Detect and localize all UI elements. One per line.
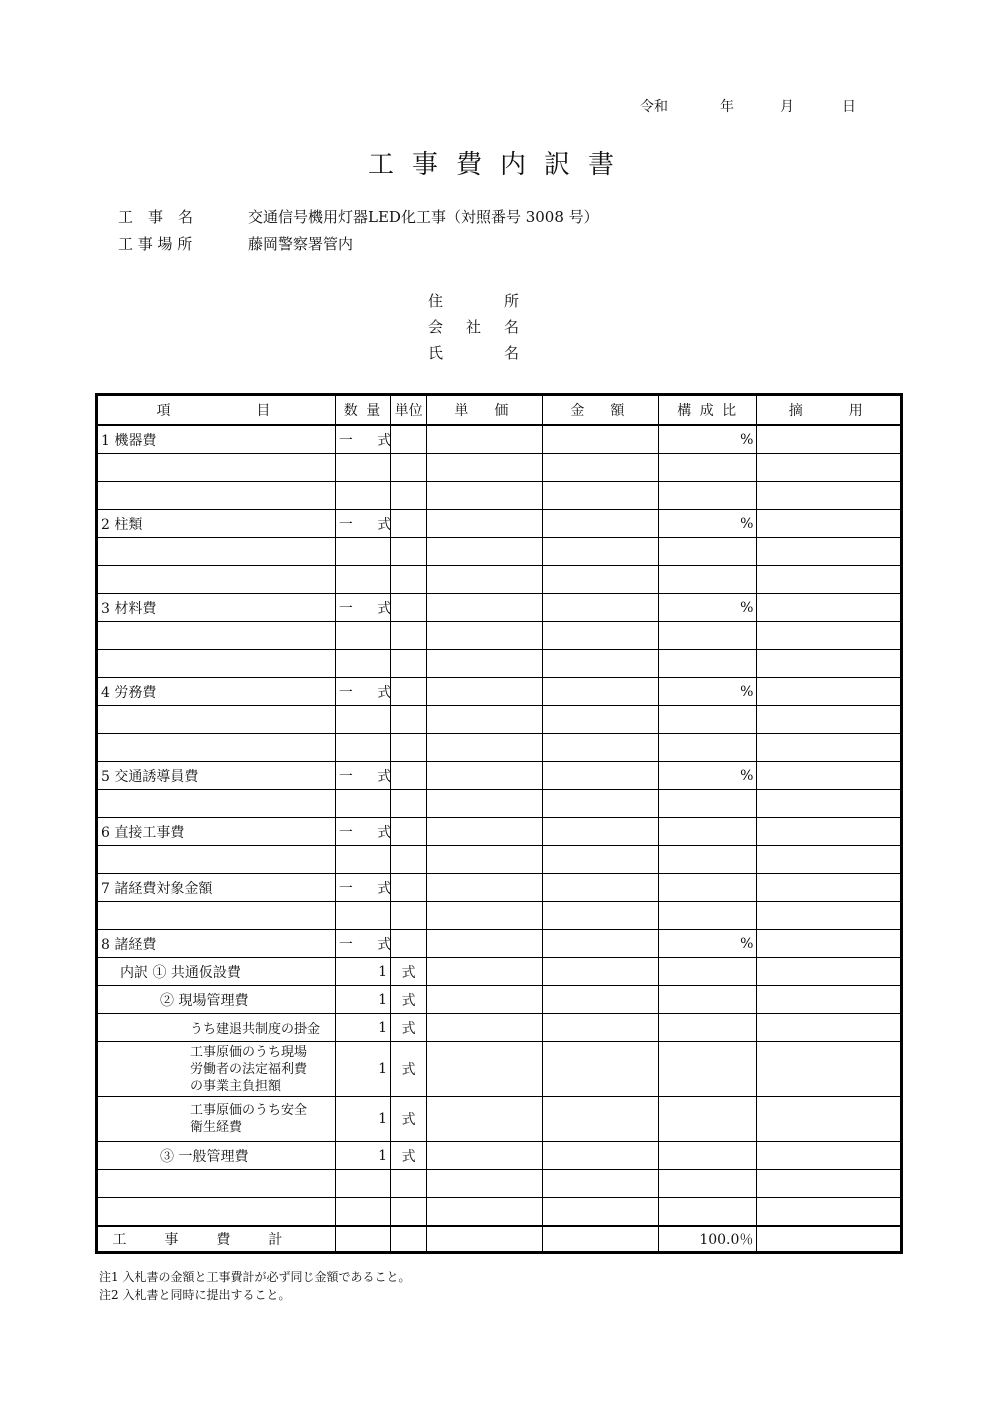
unit-price-cell	[427, 762, 542, 790]
ratio-cell	[659, 1142, 757, 1170]
item-cell: ② 現場管理費	[97, 986, 336, 1014]
amount-cell	[542, 566, 658, 594]
amount-cell	[542, 622, 658, 650]
amount-cell	[542, 930, 658, 958]
unit-price-cell	[427, 734, 542, 762]
unit-price-cell	[427, 454, 542, 482]
amount-cell	[542, 425, 658, 454]
unit-cell	[391, 538, 427, 566]
qty-cell: 一 式	[335, 594, 390, 622]
qty-cell	[335, 790, 390, 818]
remarks-cell	[757, 1142, 902, 1170]
item-cell: 4 労務費	[97, 678, 336, 706]
item-cell: うち建退共制度の掛金	[97, 1014, 336, 1042]
header-qty: 数 量	[335, 395, 390, 426]
qty-cell: 1	[335, 1142, 390, 1170]
table-row	[97, 1142, 902, 1170]
total-unit-cell	[391, 1226, 427, 1253]
item-cell: 6 直接工事費	[97, 818, 336, 846]
remarks-cell	[757, 1198, 902, 1227]
item-cell	[97, 650, 336, 678]
ratio-cell	[659, 622, 757, 650]
table-row	[97, 1014, 902, 1042]
amount-cell	[542, 538, 658, 566]
qty-cell	[335, 622, 390, 650]
unit-cell	[391, 1198, 427, 1227]
ratio-cell	[659, 1097, 757, 1142]
unit-price-cell	[427, 678, 542, 706]
qty-cell	[335, 1198, 390, 1227]
amount-cell	[542, 734, 658, 762]
qty-cell	[335, 706, 390, 734]
unit-price-cell	[427, 594, 542, 622]
amount-cell	[542, 762, 658, 790]
ratio-cell: %	[659, 425, 757, 454]
table-row	[97, 958, 902, 986]
unit-cell: 式	[391, 958, 427, 986]
amount-cell	[542, 482, 658, 510]
item-cell	[97, 706, 336, 734]
qty-cell: 一 式	[335, 874, 390, 902]
remarks-cell	[757, 930, 902, 958]
remarks-cell	[757, 846, 902, 874]
table-row	[97, 622, 902, 650]
amount-cell	[542, 902, 658, 930]
total-amount-cell	[542, 1226, 658, 1253]
table-row	[97, 762, 902, 790]
ratio-cell	[659, 902, 757, 930]
total-ratio: 100.0％	[659, 1226, 757, 1253]
unit-price-cell	[427, 538, 542, 566]
remarks-cell	[757, 538, 902, 566]
qty-cell: 一 式	[335, 930, 390, 958]
ratio-cell	[659, 1170, 757, 1198]
ratio-cell	[659, 706, 757, 734]
unit-cell	[391, 1170, 427, 1198]
unit-price-cell	[427, 1097, 542, 1142]
amount-cell	[542, 1198, 658, 1227]
remarks-cell	[757, 762, 902, 790]
cost-breakdown-table	[95, 393, 903, 1254]
unit-price-cell	[427, 510, 542, 538]
qty-cell	[335, 566, 390, 594]
item-cell: ③ 一般管理費	[97, 1142, 336, 1170]
ratio-cell	[659, 566, 757, 594]
ratio-cell	[659, 818, 757, 846]
ratio-cell	[659, 986, 757, 1014]
item-cell: 工事原価のうち現場 労働者の法定福利費 の事業主負担額	[97, 1042, 336, 1097]
remarks-cell	[757, 425, 902, 454]
remarks-cell	[757, 706, 902, 734]
ratio-cell	[659, 790, 757, 818]
unit-price-cell	[427, 482, 542, 510]
header-unit-price: 単 価	[427, 395, 542, 426]
item-cell	[97, 790, 336, 818]
unit-cell: 式	[391, 1014, 427, 1042]
remarks-cell	[757, 1042, 902, 1097]
amount-cell	[542, 678, 658, 706]
amount-cell	[542, 1170, 658, 1198]
table-row	[97, 425, 902, 454]
remarks-cell	[757, 1170, 902, 1198]
table-row	[97, 706, 902, 734]
unit-cell	[391, 902, 427, 930]
item-cell	[97, 734, 336, 762]
unit-cell	[391, 454, 427, 482]
amount-cell	[542, 986, 658, 1014]
remarks-cell	[757, 1014, 902, 1042]
item-cell	[97, 902, 336, 930]
unit-price-cell	[427, 818, 542, 846]
qty-cell: 1	[335, 986, 390, 1014]
item-cell: 1 機器費	[97, 425, 336, 454]
total-unit-price-cell	[427, 1226, 542, 1253]
unit-cell: 式	[391, 1142, 427, 1170]
qty-cell	[335, 482, 390, 510]
project-site-label: 工 事 場 所	[118, 235, 193, 253]
ratio-cell	[659, 482, 757, 510]
date-era: 令和	[640, 99, 668, 115]
amount-cell	[542, 958, 658, 986]
unit-cell	[391, 706, 427, 734]
table-row	[97, 930, 902, 958]
table-row	[97, 594, 902, 622]
unit-price-cell	[427, 622, 542, 650]
amount-cell	[542, 846, 658, 874]
ratio-cell	[659, 874, 757, 902]
item-cell	[97, 1170, 336, 1198]
table-row	[97, 818, 902, 846]
unit-price-cell	[427, 846, 542, 874]
amount-cell	[542, 818, 658, 846]
item-cell	[97, 846, 336, 874]
qty-cell	[335, 902, 390, 930]
amount-cell	[542, 1042, 658, 1097]
item-cell: 7 諸経費対象金額	[97, 874, 336, 902]
unit-price-cell	[427, 790, 542, 818]
note-2: 注2 入札書と同時に提出すること。	[99, 1288, 291, 1302]
ratio-cell	[659, 538, 757, 566]
table-row	[97, 734, 902, 762]
ratio-cell	[659, 734, 757, 762]
amount-cell	[542, 1097, 658, 1142]
table-row	[97, 510, 902, 538]
table-row	[97, 790, 902, 818]
unit-cell	[391, 734, 427, 762]
table-row	[97, 1198, 902, 1227]
unit-price-cell	[427, 1042, 542, 1097]
item-cell: 内訳 ① 共通仮設費	[97, 958, 336, 986]
item-cell	[97, 538, 336, 566]
unit-price-cell	[427, 958, 542, 986]
unit-price-cell	[427, 930, 542, 958]
total-qty-cell	[335, 1226, 390, 1253]
remarks-cell	[757, 1097, 902, 1142]
amount-cell	[542, 594, 658, 622]
item-cell	[97, 622, 336, 650]
date-month: 月	[780, 99, 794, 115]
qty-cell: 1	[335, 1014, 390, 1042]
item-cell	[97, 454, 336, 482]
amount-cell	[542, 454, 658, 482]
qty-cell: 1	[335, 1097, 390, 1142]
table-row	[97, 1097, 902, 1142]
document-title: 工事費内訳書	[367, 150, 632, 180]
qty-cell: 一 式	[335, 425, 390, 454]
date-year: 年	[720, 99, 734, 115]
unit-cell: 式	[391, 986, 427, 1014]
remarks-cell	[757, 650, 902, 678]
project-name-label: 工 事 名	[118, 208, 194, 226]
item-cell	[97, 482, 336, 510]
qty-cell: 一 式	[335, 762, 390, 790]
ratio-cell	[659, 1198, 757, 1227]
qty-cell	[335, 650, 390, 678]
qty-cell: 一 式	[335, 818, 390, 846]
project-name-value: 交通信号機用灯器LED化工事（対照番号 3008 号）	[248, 208, 599, 226]
unit-price-cell	[427, 986, 542, 1014]
ratio-cell: %	[659, 594, 757, 622]
qty-cell	[335, 538, 390, 566]
remarks-cell	[757, 818, 902, 846]
qty-cell	[335, 1170, 390, 1198]
unit-price-cell	[427, 706, 542, 734]
remarks-cell	[757, 958, 902, 986]
unit-price-cell	[427, 566, 542, 594]
unit-price-cell	[427, 874, 542, 902]
unit-cell: 式	[391, 1097, 427, 1142]
remarks-cell	[757, 790, 902, 818]
amount-cell	[542, 1142, 658, 1170]
remarks-cell	[757, 566, 902, 594]
table-header-row	[97, 395, 902, 426]
date-day: 日	[842, 99, 856, 115]
item-cell: 2 柱類	[97, 510, 336, 538]
table-row	[97, 482, 902, 510]
unit-price-cell	[427, 425, 542, 454]
unit-price-cell	[427, 1198, 542, 1227]
remarks-cell	[757, 678, 902, 706]
unit-price-cell	[427, 1170, 542, 1198]
header-item: 項 目	[97, 395, 336, 426]
qty-cell: 一 式	[335, 678, 390, 706]
amount-cell	[542, 1014, 658, 1042]
table-row	[97, 678, 902, 706]
unit-price-cell	[427, 1142, 542, 1170]
total-remarks-cell	[757, 1226, 902, 1253]
remarks-cell	[757, 510, 902, 538]
total-label: 工事費計	[97, 1226, 336, 1253]
unit-cell	[391, 622, 427, 650]
table-row	[97, 874, 902, 902]
unit-cell: 式	[391, 1042, 427, 1097]
item-cell: 3 材料費	[97, 594, 336, 622]
header-remarks: 摘 用	[757, 395, 902, 426]
total-row	[97, 1226, 902, 1253]
qty-cell: 1	[335, 958, 390, 986]
ratio-cell	[659, 1014, 757, 1042]
table-row	[97, 1170, 902, 1198]
ratio-cell	[659, 454, 757, 482]
unit-cell	[391, 482, 427, 510]
ratio-cell: %	[659, 930, 757, 958]
unit-cell	[391, 790, 427, 818]
table-row	[97, 1042, 902, 1097]
ratio-cell: %	[659, 678, 757, 706]
item-cell: 5 交通誘導員費	[97, 762, 336, 790]
remarks-cell	[757, 986, 902, 1014]
table-row	[97, 454, 902, 482]
unit-price-cell	[427, 902, 542, 930]
qty-cell: 一 式	[335, 510, 390, 538]
amount-cell	[542, 706, 658, 734]
item-cell	[97, 566, 336, 594]
item-cell: 工事原価のうち安全 衛生経費	[97, 1097, 336, 1142]
unit-cell	[391, 650, 427, 678]
amount-cell	[542, 650, 658, 678]
unit-cell	[391, 846, 427, 874]
table-row	[97, 650, 902, 678]
amount-cell	[542, 510, 658, 538]
ratio-cell	[659, 958, 757, 986]
project-site-value: 藤岡警察署管内	[248, 235, 354, 253]
ratio-cell	[659, 650, 757, 678]
unit-price-cell	[427, 650, 542, 678]
table-row	[97, 902, 902, 930]
amount-cell	[542, 874, 658, 902]
table-row	[97, 986, 902, 1014]
remarks-cell	[757, 874, 902, 902]
table-row	[97, 538, 902, 566]
qty-cell	[335, 846, 390, 874]
remarks-cell	[757, 734, 902, 762]
ratio-cell	[659, 846, 757, 874]
remarks-cell	[757, 594, 902, 622]
qty-cell	[335, 734, 390, 762]
item-cell: 8 諸経費	[97, 930, 336, 958]
ratio-cell: %	[659, 510, 757, 538]
unit-price-cell	[427, 1014, 542, 1042]
header-amount: 金 額	[542, 395, 658, 426]
qty-cell: 1	[335, 1042, 390, 1097]
ratio-cell: %	[659, 762, 757, 790]
unit-cell	[391, 566, 427, 594]
amount-cell	[542, 790, 658, 818]
table-row	[97, 566, 902, 594]
ratio-cell	[659, 1042, 757, 1097]
remarks-cell	[757, 622, 902, 650]
header-unit: 単位	[391, 395, 427, 426]
remarks-cell	[757, 454, 902, 482]
header-ratio: 構 成 比	[659, 395, 757, 426]
remarks-cell	[757, 482, 902, 510]
item-cell	[97, 1198, 336, 1227]
table-row	[97, 846, 902, 874]
qty-cell	[335, 454, 390, 482]
note-1: 注1 入札書の金額と工事費計が必ず同じ金額であること。	[99, 1270, 411, 1284]
remarks-cell	[757, 902, 902, 930]
